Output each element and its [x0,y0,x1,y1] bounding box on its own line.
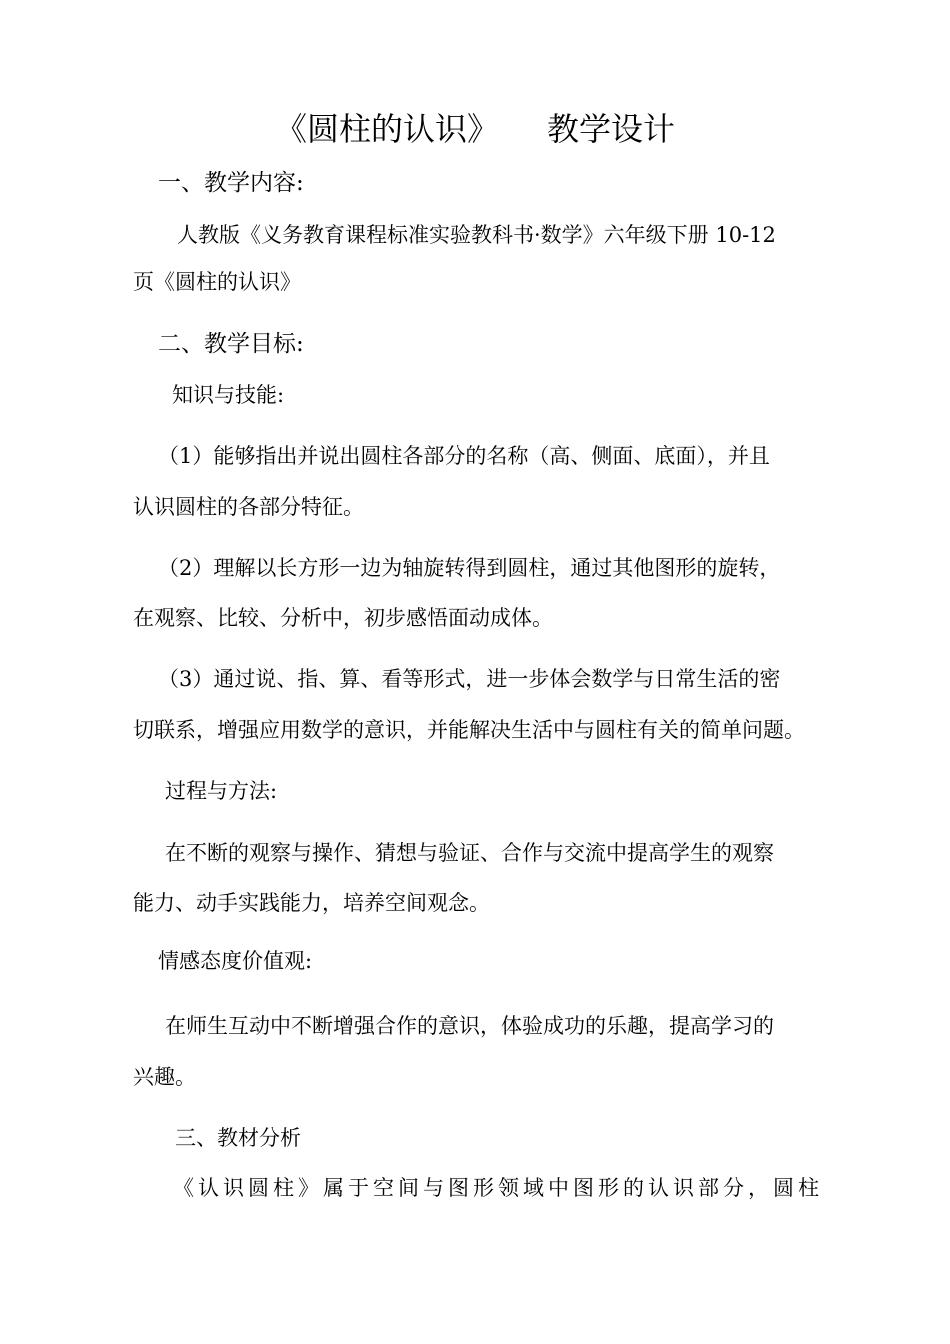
objective-1-line-2: 认识圆柱的各部分特征。 [133,495,364,519]
objective-2-line-2: 在观察、比较、分析中，初步感悟面动成体。 [133,606,553,630]
emotion-values-label: 情感态度价值观: [158,949,313,973]
objective-2-line-1: （2）理解以长方形一边为轴旋转得到圆柱，通过其他图形的旋转， [158,556,781,580]
process-para-line-2: 能力、动手实践能力，培养空间观念。 [133,891,490,915]
section-heading-analysis: 三、教材分析 [175,1126,301,1150]
analysis-para-line-1: 《认识圆柱》属于空间与图形领域中图形的认识部分，圆柱 [173,1176,823,1200]
title-book-name: 《圆柱的认识》 [274,110,499,148]
process-para-line-1: 在不断的观察与操作、猜想与验证、合作与交流中提高学生的观察 [165,841,774,865]
section-heading-content: 一、教学内容: [158,170,304,196]
content-para-line-2: 页《圆柱的认识》 [133,270,301,294]
section-heading-objectives: 二、教学目标: [158,331,304,357]
emotion-para-line-2: 兴趣。 [133,1065,196,1089]
document-title [0,104,950,150]
objective-3-line-2: 切联系，增强应用数学的意识，并能解决生活中与圆柱有关的简单问题。 [133,718,805,742]
process-methods-label: 过程与方法: [165,779,278,803]
content-para-line-1: 人教版《义务教育课程标准实验教科书·数学》六年级下册 10-12 [177,223,776,247]
title-design-label: 教学设计 [547,110,676,148]
knowledge-skills-label: 知识与技能: [172,383,285,407]
emotion-para-line-1: 在师生互动中不断增强合作的意识，体验成功的乐趣，提高学习的 [165,1014,774,1038]
objective-1-line-1: （1）能够指出并说出圆柱各部分的名称（高、侧面、底面），并且 [158,444,770,468]
objective-3-line-1: （3）通过说、指、算、看等形式，进一步体会数学与日常生活的密 [158,667,781,691]
